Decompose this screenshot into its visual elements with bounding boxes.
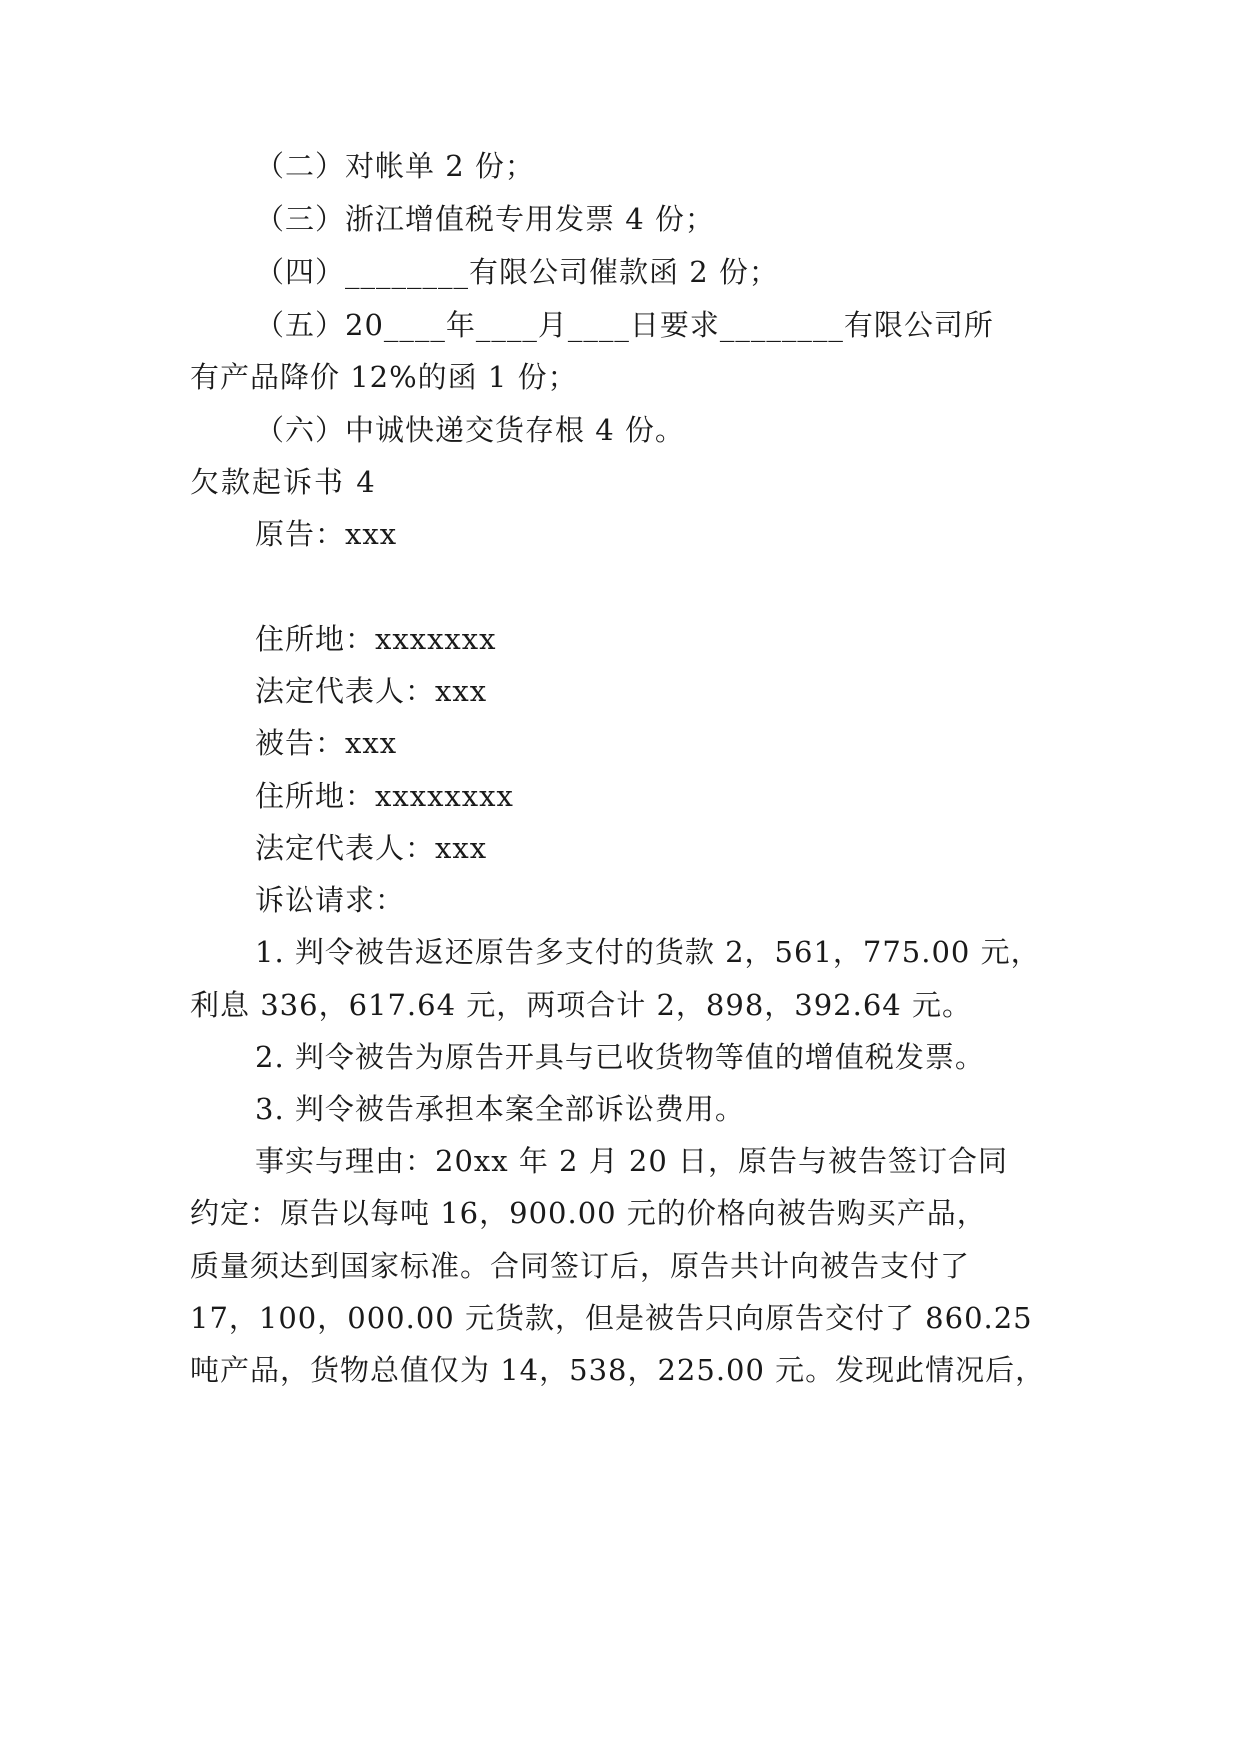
attachment-item-5: （五）20____年____月____日要求________有限公司所 — [255, 308, 994, 342]
plaintiff-legal-rep: 法定代表人：xxx — [255, 674, 488, 708]
defendant-name: 被告：xxx — [255, 726, 398, 760]
facts-paragraph-line-1: 事实与理由：20xx 年 2 月 20 日，原告与被告签订合同 — [255, 1144, 1009, 1178]
attachment-item-6: （六）中诚快递交货存根 4 份。 — [255, 413, 685, 447]
defendant-address: 住所地：xxxxxxxx — [255, 779, 514, 813]
facts-paragraph-line-4: 17，100，000.00 元货款，但是被告只向原告交付了 860.25 — [190, 1301, 1033, 1335]
claim-3: 3. 判令被告承担本案全部诉讼费用。 — [255, 1092, 745, 1126]
claims-heading: 诉讼请求： — [255, 883, 406, 917]
attachment-item-3: （三）浙江增值税专用发票 4 份； — [255, 202, 715, 236]
facts-paragraph-line-2: 约定：原告以每吨 16，900.00 元的价格向被告购买产品， — [190, 1196, 987, 1230]
section-title: 欠款起诉书 4 — [190, 465, 377, 499]
attachment-item-5-continued: 有产品降价 12%的函 1 份； — [190, 360, 578, 394]
plaintiff-name: 原告：xxx — [255, 517, 398, 551]
plaintiff-address: 住所地：xxxxxxx — [255, 622, 497, 656]
claim-2: 2. 判令被告为原告开具与已收货物等值的增值税发票。 — [255, 1040, 985, 1074]
facts-paragraph-line-3: 质量须达到国家标准。合同签订后，原告共计向被告支付了 — [190, 1249, 971, 1283]
claim-1-continued: 利息 336，617.64 元，两项合计 2，898，392.64 元。 — [190, 988, 972, 1022]
facts-paragraph-line-5: 吨产品，货物总值仅为 14，538，225.00 元。发现此情况后， — [190, 1353, 1046, 1387]
attachment-item-4: （四）________有限公司催款函 2 份； — [255, 255, 779, 289]
defendant-legal-rep: 法定代表人：xxx — [255, 831, 488, 865]
claim-1: 1. 判令被告返还原告多支付的货款 2，561，775.00 元， — [255, 935, 1041, 969]
attachment-item-2: （二）对帐单 2 份； — [255, 149, 535, 183]
